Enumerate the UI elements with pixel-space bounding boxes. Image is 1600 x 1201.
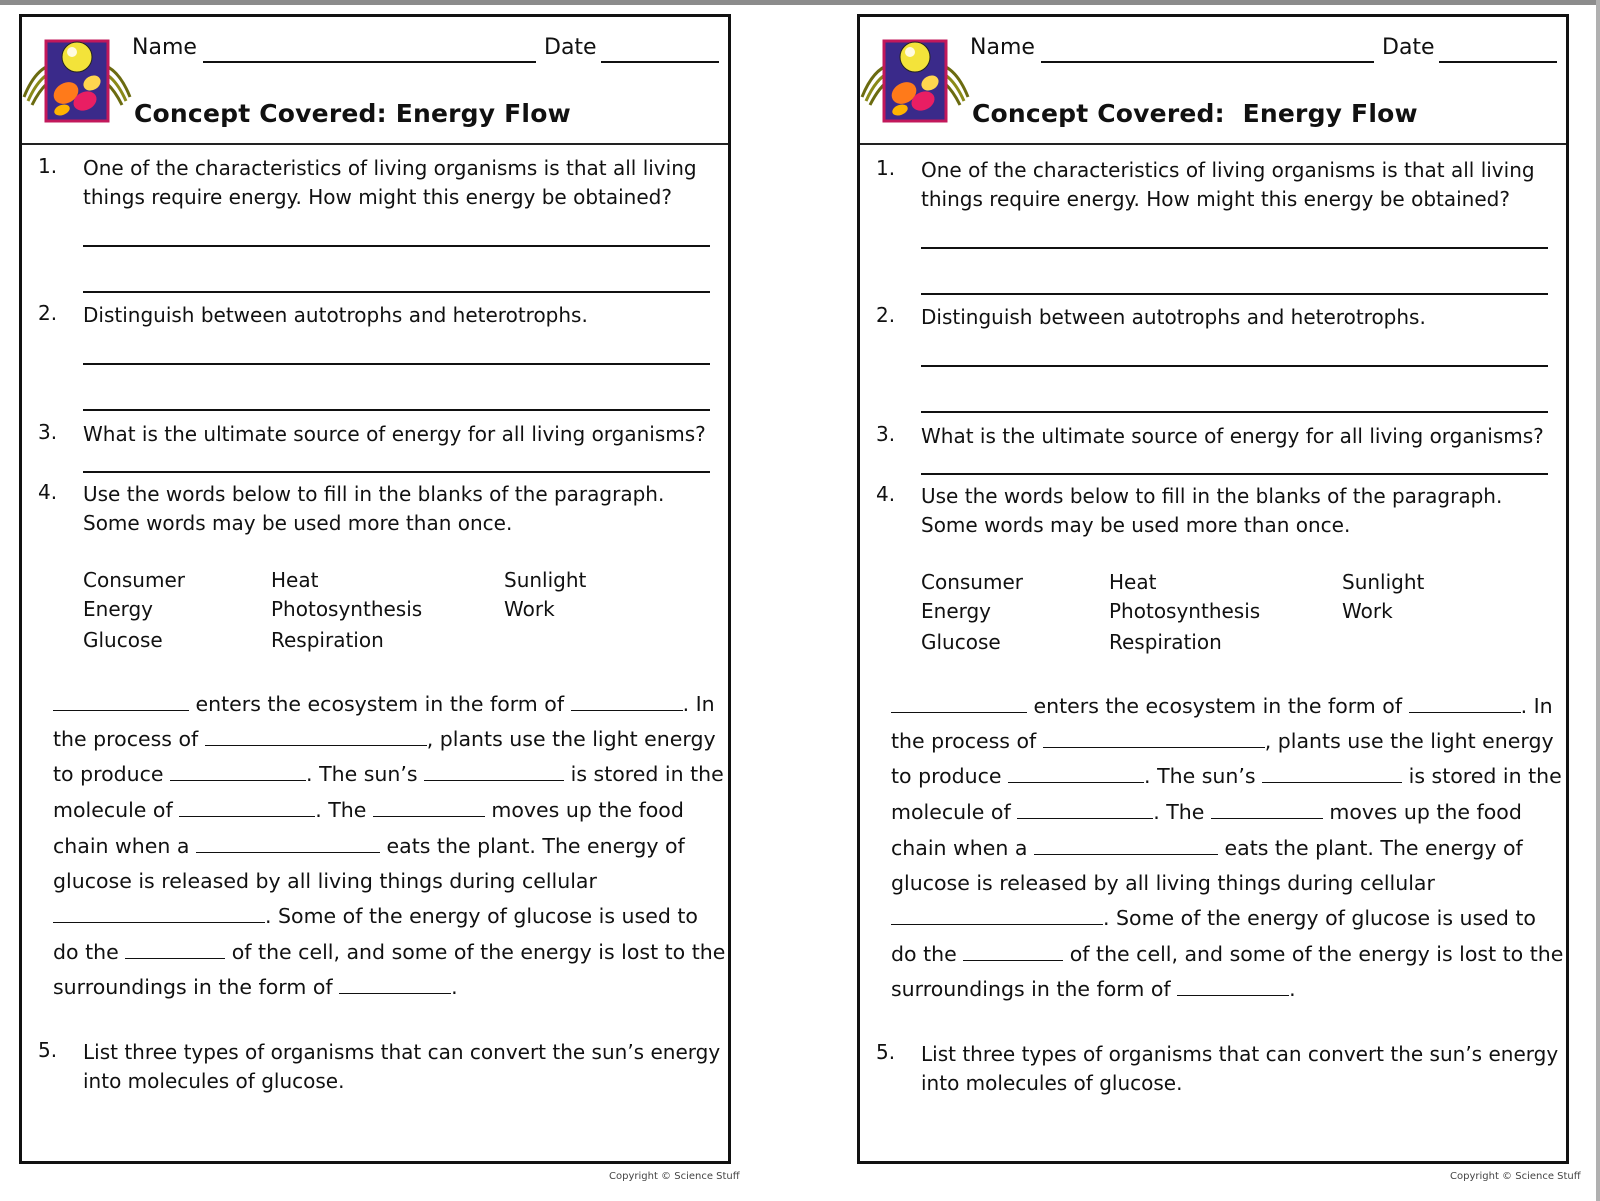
fill-blank[interactable] [53,904,265,923]
fill-blank[interactable] [125,940,225,959]
question-number: 3. [38,420,58,444]
paragraph-line [891,942,1564,966]
question-number: 1. [38,154,58,178]
paragraph-line [891,729,1561,753]
fill-blank[interactable] [205,727,427,746]
paragraph-text: the process of [891,729,1043,753]
paragraph-text: . In [682,692,715,716]
fill-blank[interactable] [339,975,451,994]
paragraph-text: is stored in the [1402,764,1562,788]
worksheet-header [22,17,728,145]
paragraph-text: moves up the food [484,798,684,822]
paragraph-text: . In [1520,694,1553,718]
fill-blank[interactable] [571,692,683,711]
question-number: 4. [38,480,58,504]
paragraph-text: do the [891,942,964,966]
word-bank-item: Photosynthesis [1109,599,1261,623]
paragraph-line [891,836,1561,860]
fill-blank[interactable] [1034,836,1218,855]
paragraph-text: , plants use the light energy [1264,729,1554,753]
word-bank-item: Heat [1109,570,1157,594]
answer-line[interactable] [921,247,1548,249]
question-text: Distinguish between autotrophs and heterotrophs. [83,303,588,327]
paragraph-line [53,869,723,893]
fill-blank[interactable] [1262,764,1402,783]
fill-blank[interactable] [1017,800,1153,819]
paragraph-line [53,727,723,751]
paragraph-text: chain when a [53,834,196,858]
word-bank-item: Work [504,597,555,621]
paragraph-text: , plants use the light energy [426,727,716,751]
question-text: One of the characteristics of living organisms is that all living things require energy. How might this energy be obtained? [921,158,1535,211]
paragraph-line [891,764,1561,788]
answer-line[interactable] [921,365,1548,367]
name-field[interactable] [1041,61,1374,63]
answer-line[interactable] [921,293,1548,295]
fill-blank[interactable] [373,798,485,817]
fill-blank[interactable] [196,834,380,853]
word-bank-item: Sunlight [504,568,587,592]
paragraph-text: to produce [891,764,1009,788]
question-text: What is the ultimate source of energy for all living organisms? [83,422,706,446]
word-bank-item: Respiration [271,628,384,652]
fill-blank[interactable] [1008,764,1144,783]
paragraph-text: . Some of the energy of glucose is used to [265,904,698,928]
paragraph-text: of the cell, and some of the energy is lost to the [1063,942,1564,966]
answer-line[interactable] [83,471,710,473]
paragraph-line [53,904,723,928]
answer-line[interactable] [83,245,710,247]
worksheet-header [860,17,1566,145]
question-number: 4. [876,482,896,506]
paragraph-text: glucose is released by all living things during cellular [53,869,597,893]
word-bank-item: Heat [271,568,319,592]
paragraph-text: is stored in the [564,762,724,786]
paragraph-text: do the [53,940,126,964]
word-bank-item: Glucose [921,630,1001,654]
name-label: Name [132,35,197,60]
paragraph-line [53,692,723,716]
word-bank-item: Work [1342,599,1393,623]
copyright-text: Copyright © Science Stuff [609,1171,740,1182]
answer-line[interactable] [921,411,1548,413]
answer-line[interactable] [921,473,1548,475]
fill-blank[interactable] [1177,977,1289,996]
paragraph-text: of the cell, and some of the energy is lost to the [225,940,726,964]
paragraph-text: moves up the food [1322,800,1522,824]
word-bank-item: Glucose [83,628,163,652]
answer-line[interactable] [83,409,710,411]
question-text: What is the ultimate source of energy for all living organisms? [921,424,1544,448]
fill-blank[interactable] [963,942,1063,961]
screen-right-edge [1596,0,1600,1201]
fill-blank[interactable] [1211,800,1323,819]
question-text: Use the words below to fill in the blanks of the paragraph. Some words may be used more than once. [83,482,665,535]
science-logo-icon [860,35,970,127]
concept-title: Concept Covered: Energy Flow [134,99,571,128]
paragraph-line [53,940,726,964]
paragraph-line [53,975,723,999]
word-bank-item: Sunlight [1342,570,1425,594]
question-text: Distinguish between autotrophs and heterotrophs. [921,305,1426,329]
paragraph-line [53,762,723,786]
paragraph-text: . The sun’s [1144,764,1263,788]
question-number: 3. [876,422,896,446]
paragraph-text: enters the ecosystem in the form of [1027,694,1409,718]
question-number: 2. [38,301,58,325]
fill-blank[interactable] [424,762,564,781]
fill-blank[interactable] [170,762,306,781]
paragraph-line [891,800,1561,824]
paragraph-line [891,977,1561,1001]
paragraph-text: eats the plant. The energy of [380,834,685,858]
paragraph-text: . The [315,798,373,822]
screen-top-edge [0,0,1600,5]
fill-blank[interactable] [53,692,189,711]
paragraph-text: surroundings in the form of [53,975,340,999]
paragraph-text: . [451,975,458,999]
question-number: 2. [876,303,896,327]
word-bank-item: Consumer [83,568,185,592]
date-label: Date [1382,35,1435,60]
word-bank-item: Photosynthesis [271,597,423,621]
word-bank-item: Respiration [1109,630,1222,654]
paragraph-text: molecule of [891,800,1018,824]
paragraph-text: glucose is released by all living things during cellular [891,871,1435,895]
question-text: List three types of organisms that can convert the sun’s energy into molecules of glucose. [921,1042,1559,1095]
answer-line[interactable] [83,291,710,293]
paragraph-line [891,871,1561,895]
fill-blank[interactable] [891,906,1103,925]
paragraph-line [53,834,723,858]
paragraph-text: enters the ecosystem in the form of [189,692,571,716]
paragraph-text: . The [1153,800,1211,824]
question-number: 1. [876,156,896,180]
question-number: 5. [38,1038,58,1062]
fill-blank[interactable] [1043,729,1265,748]
paragraph-text: . The sun’s [306,762,425,786]
fill-blank[interactable] [891,694,1027,713]
paragraph-text: to produce [53,762,171,786]
concept-title: Concept Covered: Energy Flow [972,99,1418,128]
paragraph-line [891,694,1561,718]
question-text: List three types of organisms that can convert the sun’s energy into molecules of glucose. [83,1040,721,1093]
paragraph-text: surroundings in the form of [891,977,1178,1001]
word-bank-item: Energy [83,597,154,621]
copyright-text: Copyright © Science Stuff [1450,1171,1581,1182]
answer-line[interactable] [83,363,710,365]
paragraph-text: chain when a [891,836,1034,860]
fill-blank[interactable] [179,798,315,817]
name-label: Name [970,35,1035,60]
paragraph-text: . Some of the energy of glucose is used to [1103,906,1536,930]
paragraph-line [53,798,723,822]
paragraph-text: eats the plant. The energy of [1218,836,1523,860]
science-logo-icon [22,35,132,127]
date-label: Date [544,35,597,60]
question-number: 5. [876,1040,896,1064]
word-bank-item: Energy [921,599,992,623]
word-bank-item: Consumer [921,570,1023,594]
paragraph-text: the process of [53,727,205,751]
worksheet-page-left [19,14,731,1164]
question-text: One of the characteristics of living organisms is that all living things require energy. How might this energy be obtained? [83,156,697,209]
paragraph-text: molecule of [53,798,180,822]
paragraph-text: . [1289,977,1296,1001]
fill-blank[interactable] [1409,694,1521,713]
question-text: Use the words below to fill in the blanks of the paragraph. Some words may be used more than once. [921,484,1503,537]
name-field[interactable] [203,61,536,63]
date-field[interactable] [1439,61,1557,63]
paragraph-line [891,906,1561,930]
worksheet-page-right [857,14,1569,1164]
date-field[interactable] [601,61,719,63]
